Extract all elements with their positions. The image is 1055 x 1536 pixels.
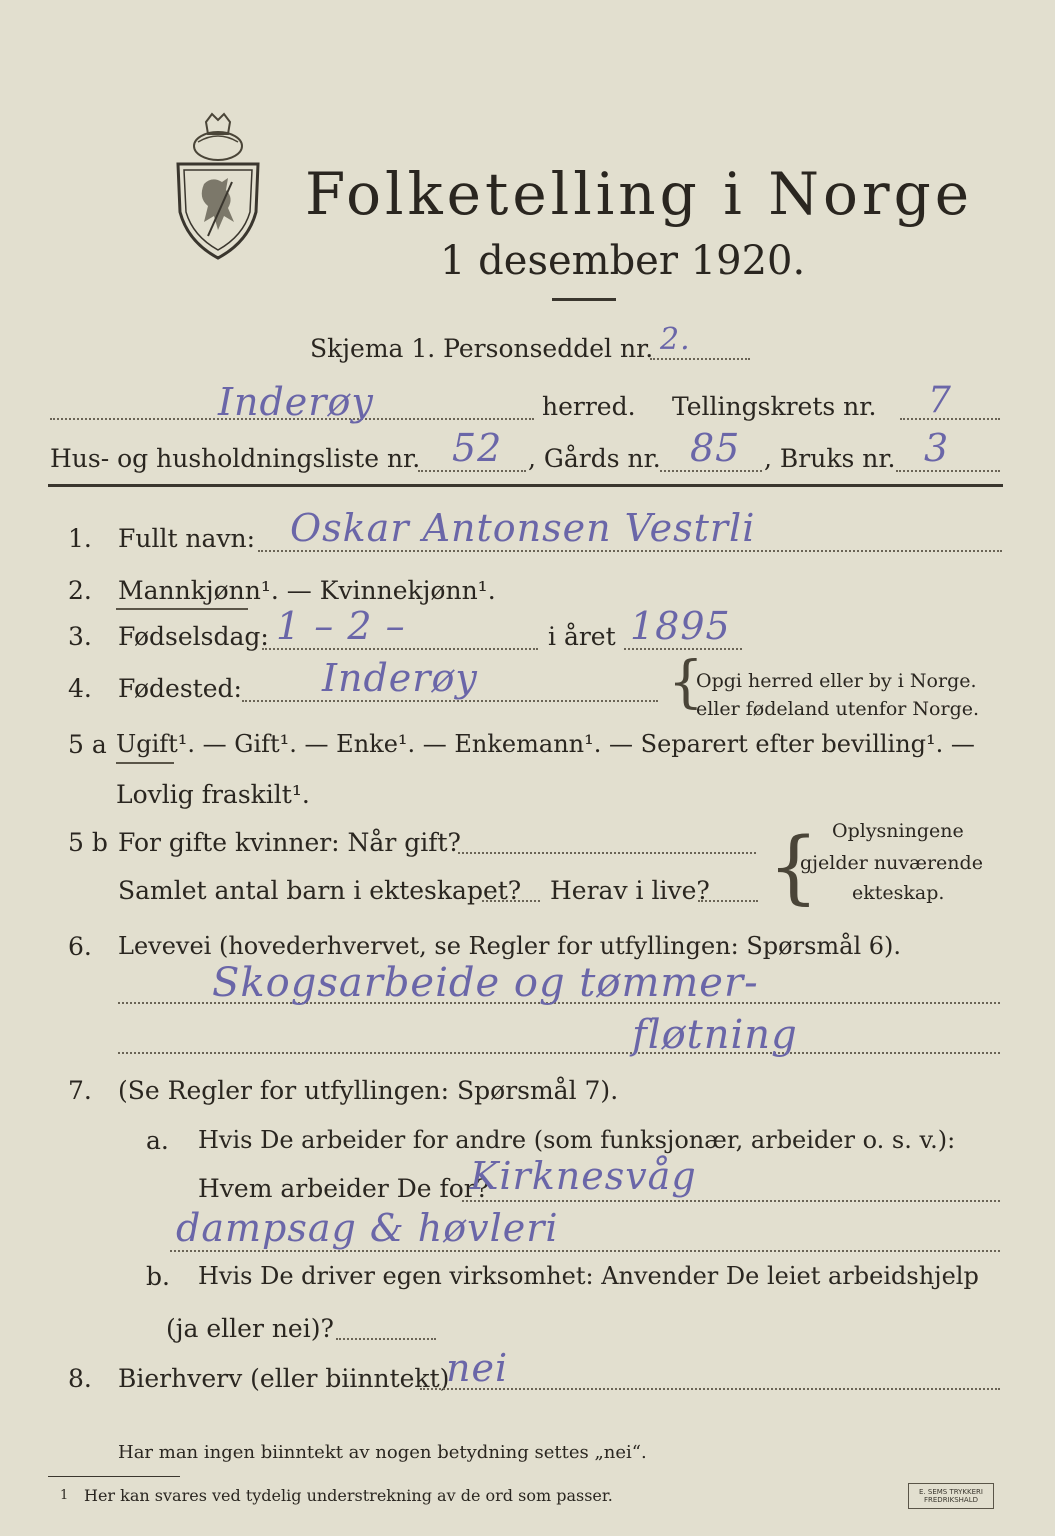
title-divider xyxy=(552,298,616,301)
q4-note-2: eller fødeland utenfor Norge. xyxy=(696,698,980,720)
q7-label: (Se Regler for utfyllingen: Spørsmål 7). xyxy=(118,1076,619,1105)
q7b-label-2: (ja eller nei)? xyxy=(166,1314,334,1343)
q5b-alive-label: Herav i live? xyxy=(550,876,710,905)
q4-note-1: Opgi herred eller by i Norge. xyxy=(696,670,977,692)
q7b-letter: b. xyxy=(146,1262,170,1291)
form-subtitle: 1 desember 1920. xyxy=(440,238,806,284)
q5b-alive-line xyxy=(698,900,758,902)
q3-line xyxy=(262,648,538,650)
herred-label: herred. xyxy=(542,392,636,421)
q7a-label: Hvis De arbeider for andre (som funksjonær, arbeider o. s. v.): xyxy=(198,1126,956,1154)
tellingskrets-value[interactable]: 7 xyxy=(928,380,952,421)
bruks-value[interactable]: 3 xyxy=(924,426,950,470)
tellingskrets-label: Tellingskrets nr. xyxy=(672,392,877,421)
q5a-underline-ugift xyxy=(116,762,174,764)
q2-number: 2. xyxy=(68,576,92,605)
form-title: Folketelling i Norge xyxy=(305,160,974,228)
gards-label: , Gårds nr. xyxy=(528,444,661,473)
q7a-employer-value-2[interactable]: dampsag & høvleri xyxy=(176,1206,559,1250)
q2-underline-mannkjonn xyxy=(116,608,248,610)
coat-of-arms-icon xyxy=(168,112,268,262)
q7a-line-2 xyxy=(170,1250,1000,1252)
q5b-children-line xyxy=(482,900,540,902)
q6-line-2 xyxy=(118,1052,1000,1054)
q6-occupation-value-2[interactable]: fløtning xyxy=(632,1012,798,1058)
q4-label: Fødested: xyxy=(118,674,242,703)
q5b-note-3: ekteskap. xyxy=(852,882,945,904)
hus-value[interactable]: 52 xyxy=(452,426,503,470)
hus-label: Hus- og husholdningsliste nr. xyxy=(50,444,421,473)
q5b-children-label: Samlet antal barn i ekteskapet? xyxy=(118,876,522,905)
footnote-rule xyxy=(48,1476,180,1477)
q1-full-name-value[interactable]: Oskar Antonsen Vestrli xyxy=(290,506,756,550)
q7a-line-1 xyxy=(462,1200,1000,1202)
bruks-label: , Bruks nr. xyxy=(764,444,896,473)
hus-line xyxy=(418,470,526,472)
q3-year-label: i året xyxy=(548,622,616,651)
header-rule xyxy=(48,484,1003,487)
q4-birthplace-value[interactable]: Inderøy xyxy=(322,656,478,700)
q1-label: Fullt navn: xyxy=(118,524,256,553)
q3-birthday-value[interactable]: 1 – 2 – xyxy=(276,604,406,648)
q7b-line xyxy=(336,1338,436,1340)
gards-value[interactable]: 85 xyxy=(690,426,741,470)
q3-number: 3. xyxy=(68,622,92,651)
q5a-number: 5 a xyxy=(68,730,107,759)
schema-value[interactable]: 2. xyxy=(660,322,691,357)
q3-year-value[interactable]: 1895 xyxy=(630,604,731,648)
schema-label: Skjema 1. Personseddel nr. xyxy=(310,334,654,363)
q5a-marital-options-2: Lovlig fraskilt¹. xyxy=(116,780,310,809)
q6-number: 6. xyxy=(68,932,92,961)
herred-value[interactable]: Inderøy xyxy=(218,380,374,424)
q5b-label: For gifte kvinner: Når gift? xyxy=(118,828,461,857)
footnote-number: 1 xyxy=(60,1488,69,1503)
q5b-note-2: gjelder nuværende xyxy=(800,852,983,874)
q7a-employer-label: Hvem arbeider De for? xyxy=(198,1174,490,1203)
q5b-when-line xyxy=(458,852,756,854)
q1-line xyxy=(258,550,1002,552)
bruks-line xyxy=(896,470,1000,472)
q4-line xyxy=(242,700,658,702)
footer-note: Har man ingen biinntekt av nogen betydning settes „nei“. xyxy=(118,1442,647,1463)
q7-number: 7. xyxy=(68,1076,92,1105)
q5b-note-1: Oplysningene xyxy=(832,820,964,842)
q4-brace: { xyxy=(668,650,704,715)
q8-number: 8. xyxy=(68,1364,92,1393)
q8-side-income-value[interactable]: nei xyxy=(446,1346,509,1390)
q5a-marital-options: Ugift¹. — Gift¹. — Enke¹. — Enkemann¹. — Separert efter bevilling¹. — xyxy=(116,730,975,758)
q6-occupation-value-1[interactable]: Skogsarbeide og tømmer- xyxy=(212,960,759,1006)
q1-number: 1. xyxy=(68,524,92,553)
schema-line xyxy=(650,358,750,360)
q7a-letter: a. xyxy=(146,1126,169,1155)
q4-number: 4. xyxy=(68,674,92,703)
q5b-brace: { xyxy=(768,820,819,913)
gards-line xyxy=(660,470,762,472)
q7a-employer-value-1[interactable]: Kirknesvåg xyxy=(470,1154,697,1198)
q8-label: Bierhverv (eller biinntekt) xyxy=(118,1364,450,1393)
q2-gender-options: Mannkjønn¹. — Kvinnekjønn¹. xyxy=(118,576,496,605)
q6-label: Levevei (hovederhvervet, se Regler for utfyllingen: Spørsmål 6). xyxy=(118,932,902,960)
q3-label: Fødselsdag: xyxy=(118,622,269,651)
footnote-text: Her kan svares ved tydelig understrekning av de ord som passer. xyxy=(84,1486,613,1505)
q5b-number: 5 b xyxy=(68,828,108,857)
q7b-label: Hvis De driver egen virksomhet: Anvender De leiet arbeidshjelp xyxy=(198,1262,979,1290)
printer-stamp: E. SEMS TRYKKERI FREDRIKSHALD xyxy=(908,1483,994,1509)
